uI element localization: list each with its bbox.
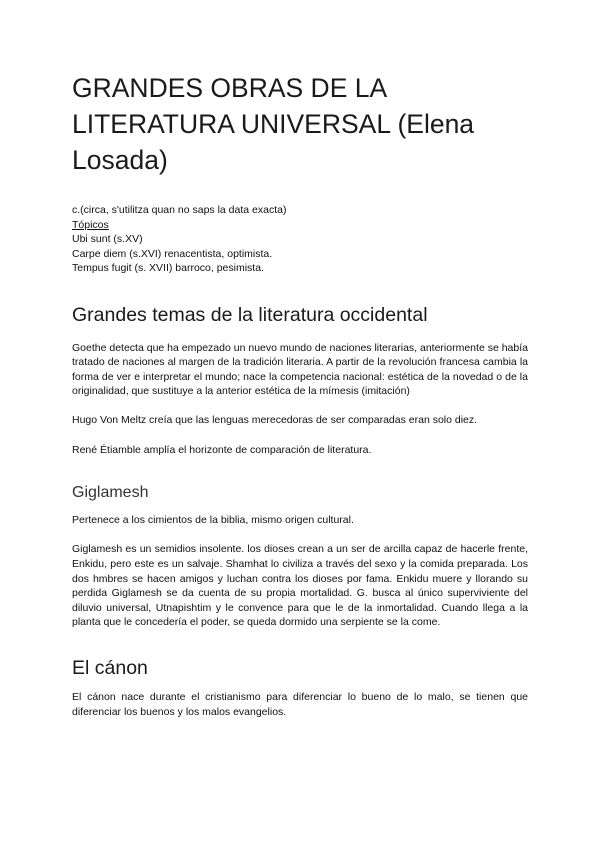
giglamesh-paragraph: Giglamesh es un semidios insolente. los dioses crean a un ser de arcilla capaz de hacerle frente, Enkidu, pero este es un salvaje. Shamhat lo civiliza a través del sexo y la comida preparada. Los dos hmbres se hacen amigos y luchan contra los dioses por fama. Enkidu muere y llorando su perdida Giglamesh se da cuenta de su propia mortalidad. G. busca al único superviviente del diluvio universal, Utnapishtim y le convence para que le de la inmortalidad. Cuando llega a la planta que le concedería el poder, se queda dormido una serpiente se la come. [72,543,528,629]
themes-paragraph: René Étiamble amplía el horizonte de comparación de literatura. [72,443,372,456]
themes-paragraph: Goethe detecta que ha empezado un nuevo mundo de naciones literarias, anteriormente se había tratado de naciones al margen de la tradición literaria. A partir de la revolución francesa cambia la forma de ver e interpretar el mundo; nace la competencia nacional: estética de la novedad o de la originalidad, que sustituye a la anterior estética de la mímesis (imitación) [72,341,528,398]
canon-paragraph: El cánon nace durante el cristianismo para diferenciar lo bueno de lo malo, se tienen que diferenciar los buenos y los malos evangelios. [72,691,528,718]
circa-note: c.(circa, s'utilitza quan no saps la data exacta) [72,204,287,216]
topic-item: Ubi sunt (s.XV) [72,233,143,245]
topic-item: Carpe diem (s.XVI) renacentista, optimista. [72,247,273,260]
topics-label: Tópicos [72,218,109,231]
document-page [72,70,528,734]
themes-paragraph: Hugo Von Meltz creía que las lenguas merecedoras de ser comparadas eran solo diez. [72,414,478,427]
canon-heading: El cánon [72,657,148,679]
intro-block [72,203,528,276]
themes-heading: Grandes temas de la literatura occidental [72,303,428,326]
document-title: GRANDES OBRAS DE LA LITERATURA UNIVERSAL (Elena Losada) [72,73,475,175]
giglamesh-paragraph: Pertenece a los cimientos de la biblia, mismo origen cultural. [72,514,354,527]
giglamesh-heading: Giglamesh [72,484,149,502]
topic-item: Tempus fugit (s. XVII) barroco, pesimista. [72,262,264,274]
